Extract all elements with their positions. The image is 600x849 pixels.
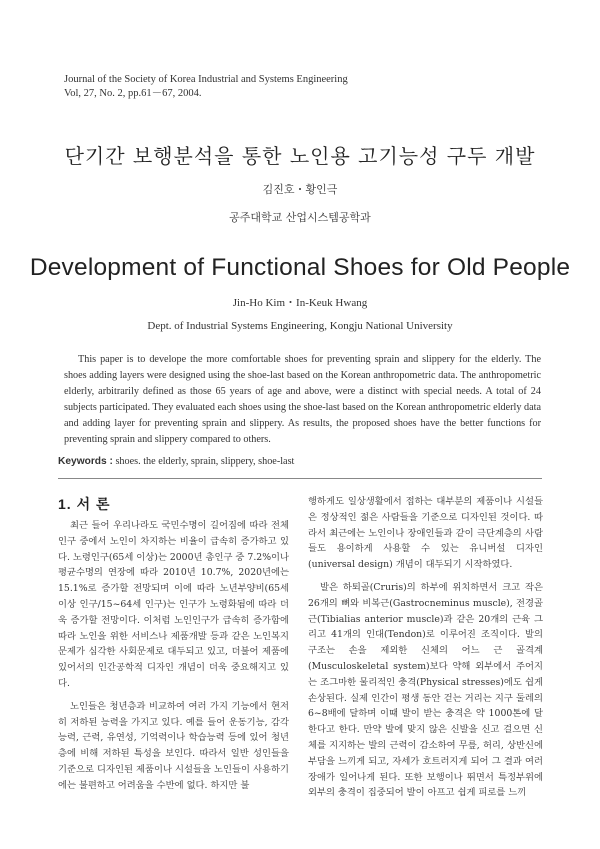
authors-english: Jin-Ho Kim・In-Keuk Hwang <box>232 297 368 309</box>
section-heading: 1. 서 론 <box>58 496 111 512</box>
abstract: This paper is to develope the more comfortable shoes for preventing sprain and slippery for the elderly. The shoes adding layers were designed using the shoe-last based on the Korean anthropometric data. The anthropometric elderly, arbitrarily defined as those 65 years of age and above, were a distinct with special needs. A total of 24 subjects participated. They evaluated each shoes using the shoe-last based on the Korean anthropometric elderly data and adding layer for preventing sprain and slippery. As results, the proposed shoes have the better functions for preventing sprain and slippery compared to others. <box>64 354 541 445</box>
paragraph: 행하게도 일상생활에서 접하는 대부분의 제품이나 시설들은 정상적인 젊은 사람들을 기준으로 디자인된 것이다. 따라서 최근에는 노인이나 장애인들과 같이 극단계층의 사람들도 용이하게 사용할 수 있는 유니버설 디자인(universal design) 개념이 대두되기 시작하였다. <box>308 496 543 571</box>
keywords <box>58 456 294 467</box>
divider <box>58 478 542 479</box>
title-korean: 단기간 보행분석을 통한 노인용 고기능성 구두 개발 <box>64 144 536 168</box>
paragraph: 최근 들어 우리나라도 국민수명이 길어짐에 따라 전체인구 중에서 노인이 차지하는 비율이 급속히 증가하고 있다. 노령인구(65세 이상)는 2000년 총인구 중 7.2%이나 평균수명의 연장에 따라 2010년 10.7%, 2020년에는 15.1%로 증가할 전망되며 이에 따라 노년부양비(65세 이상 인구/15~64세 인구)는 인구가 노령화됨에 따라 더욱 증가할 전망이다. 이처럼 노인인구가 급속히 증가함에 따라 노인을 위한 서비스나 제품개발 등과 같은 노인복지 문제가 심각한 사회문제로 대두되고 있고, 더불어 제품에 있어서의 인간공학적 디자인 개념이 더욱 중요해지고 있다. <box>58 520 289 689</box>
journal-name: Journal of the Society of Korea Industrial and Systems Engineering <box>64 74 348 85</box>
keywords-label: Keywords : <box>58 456 113 467</box>
journal-volume: Vol, 27, No. 2, pp.61－67, 2004. <box>64 88 202 99</box>
body-column-right <box>308 494 543 808</box>
affiliation-korean: 공주대학교 산업시스템공학과 <box>229 211 371 224</box>
title-english: Development of Functional Shoes for Old People <box>29 254 571 281</box>
body-column-left <box>58 518 289 801</box>
paragraph: 노인들은 청년층과 비교하여 여러 가지 기능에서 현저히 저하된 능력을 가지고 있다. 예를 들어 운동기능, 감각능력, 근력, 유연성, 기억력이나 학습능력 등에 있어 청년층에 비해 저하된 특성을 보인다. 따라서 일반 성인들을 기준으로 디자인된 제품이나 시설들을 노인들이 사용하기에는 불편하고 어려움을 수반에 없다. 하지만 불 <box>58 700 289 791</box>
journal-citation <box>64 73 348 101</box>
affiliation-english: Dept. of Industrial Systems Engineering, Kongju National University <box>147 320 453 332</box>
paragraph: 발은 하퇴골(Cruris)의 하부에 위치하면서 크고 작은 26개의 뼈와 비복근(Gastrocneminus muscle), 전경골근(Tibialias anterior muscle)과 같은 20개의 근육 그리고 41개의 인대(Tendon)로 이루어진 조직이다. 발의 구조는 손을 제외한 신체의 어느 근 골격계(Musculoskeletal system)보다 약해 외부에서 주어지는 조그마한 물리적인 충격(Physical stresses)에도 쉽게 손상된다. 실제 인간이 평생 동안 걷는 거리는 지구 둘레의 6~8배에 달하며 이때 발이 받는 충격은 약 1000톤에 달한다고 한다. 만약 발에 맞지 않은 신발을 신고 걸으면 신체를 지지하는 발의 근력이 감소하여 무릎, 허리, 상반신에 부담을 느끼게 되고, 자세가 흐트러지게 되어 그 결과 여러 장애가 일어나게 된다. 또한 보행이나 뛰면서 특정부위에 외부의 충격이 집중되어 발이 아프고 쉽게 피로를 느끼 <box>308 581 543 799</box>
authors-korean: 김진호・황인극 <box>262 183 338 196</box>
keywords-list: shoes. the elderly, sprain, slippery, shoe-last <box>112 456 295 467</box>
